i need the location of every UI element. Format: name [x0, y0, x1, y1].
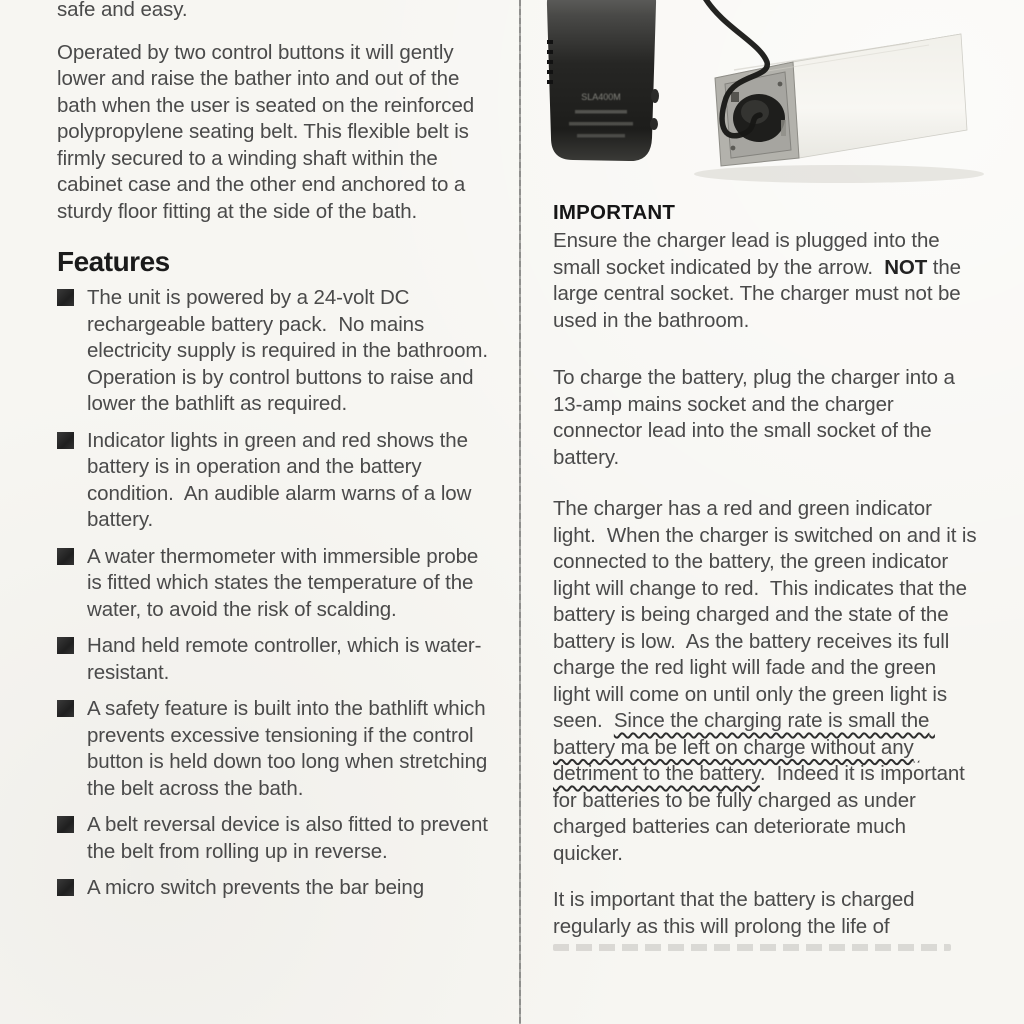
feature-text: A micro switch prevents the bar being: [87, 876, 424, 899]
bullet-square-icon: [57, 816, 74, 833]
feature-item: [57, 544, 497, 624]
feature-item: [57, 285, 500, 418]
bullet-square-icon: [57, 700, 74, 717]
indicator-text-pre: The charger has a red and green indicator light. When the charger is switched on and it is connected to the battery, the green indicator light will change to red. This indicates that the battery is being charged and the state of the battery is low. As the battery receives its full charge the red light will fade and the green light will come on until only the green light is seen.: [553, 497, 983, 732]
bullet-square-icon: [57, 879, 74, 896]
bullet-square-icon: [57, 637, 74, 654]
charge-paragraph: To charge the battery, plug the charger into a 13-amp mains socket and the charger connector lead into the small socket of the battery.: [553, 366, 961, 469]
indicator-paragraph: [553, 496, 983, 867]
feature-item: [57, 428, 497, 534]
feature-text: Hand held remote controller, which is water-resistant.: [87, 634, 482, 684]
operation-paragraph: Operated by two control buttons it will gently lower and raise the bather into and out of the bath when the user is seated on the reinforced polypropylene seating belt. This flexible belt is firmly secured to a winding shaft within the cabinet case and the other end anchored to a sturdy floor fitting at the side of the bath.: [57, 40, 480, 223]
feature-text: A belt reversal device is also fitted to prevent the belt from rolling up in reverse.: [87, 813, 494, 863]
feature-text: A water thermometer with immersible probe is fitted which states the temperature of the water, to avoid the risk of scalding.: [87, 544, 484, 621]
clipped-text-line: [553, 944, 951, 951]
indicator-text-post: . Indeed it is important for batteries to be fully charged as under charged batteries can deteriorate much quicker.: [553, 762, 971, 865]
features-list: [57, 285, 500, 902]
important-text-post: the large central socket. The charger must not be used in the bathroom.: [553, 255, 967, 332]
svg-text:SLA400M: SLA400M: [581, 92, 621, 102]
feature-item: [57, 633, 497, 686]
feature-item: [57, 812, 497, 865]
column-divider: [519, 0, 521, 1024]
left-column: [57, 0, 500, 912]
important-bold-word: NOT: [884, 255, 928, 279]
feature-text: Indicator lights in green and red shows the battery is in operation and the battery condition. An audible alarm warns of a low battery.: [87, 428, 477, 531]
intro-fragment: safe and easy.: [57, 0, 188, 21]
bullet-square-icon: [57, 289, 74, 306]
feature-item-clipped: [57, 875, 497, 902]
important-heading: IMPORTANT: [553, 201, 676, 224]
right-column: [553, 0, 983, 951]
bullet-square-icon: [57, 432, 74, 449]
final-paragraph: It is important that the battery is charged regularly as this will prolong the life of: [553, 888, 921, 938]
feature-item: [57, 696, 497, 802]
pen-underlined-text: Since the charging rate is small the battery ma be left on charge without any detriment to the battery: [553, 709, 935, 785]
important-text-pre: Ensure the charger lead is plugged into the small socket indicated by the arrow.: [553, 229, 946, 279]
feature-text: A safety feature is built into the bathlift which prevents excessive tensioning if the control button is held down too long when stretching the belt across the bath.: [87, 697, 493, 800]
bullet-square-icon: [57, 548, 74, 565]
important-paragraph: [553, 228, 977, 334]
features-heading: Features: [57, 246, 170, 277]
feature-text: The unit is powered by a 24-volt DC rechargeable battery pack. No mains electricity supply is required in the bathroom. Operation is by control buttons to raise and lower the bathlift as required.: [87, 286, 500, 415]
